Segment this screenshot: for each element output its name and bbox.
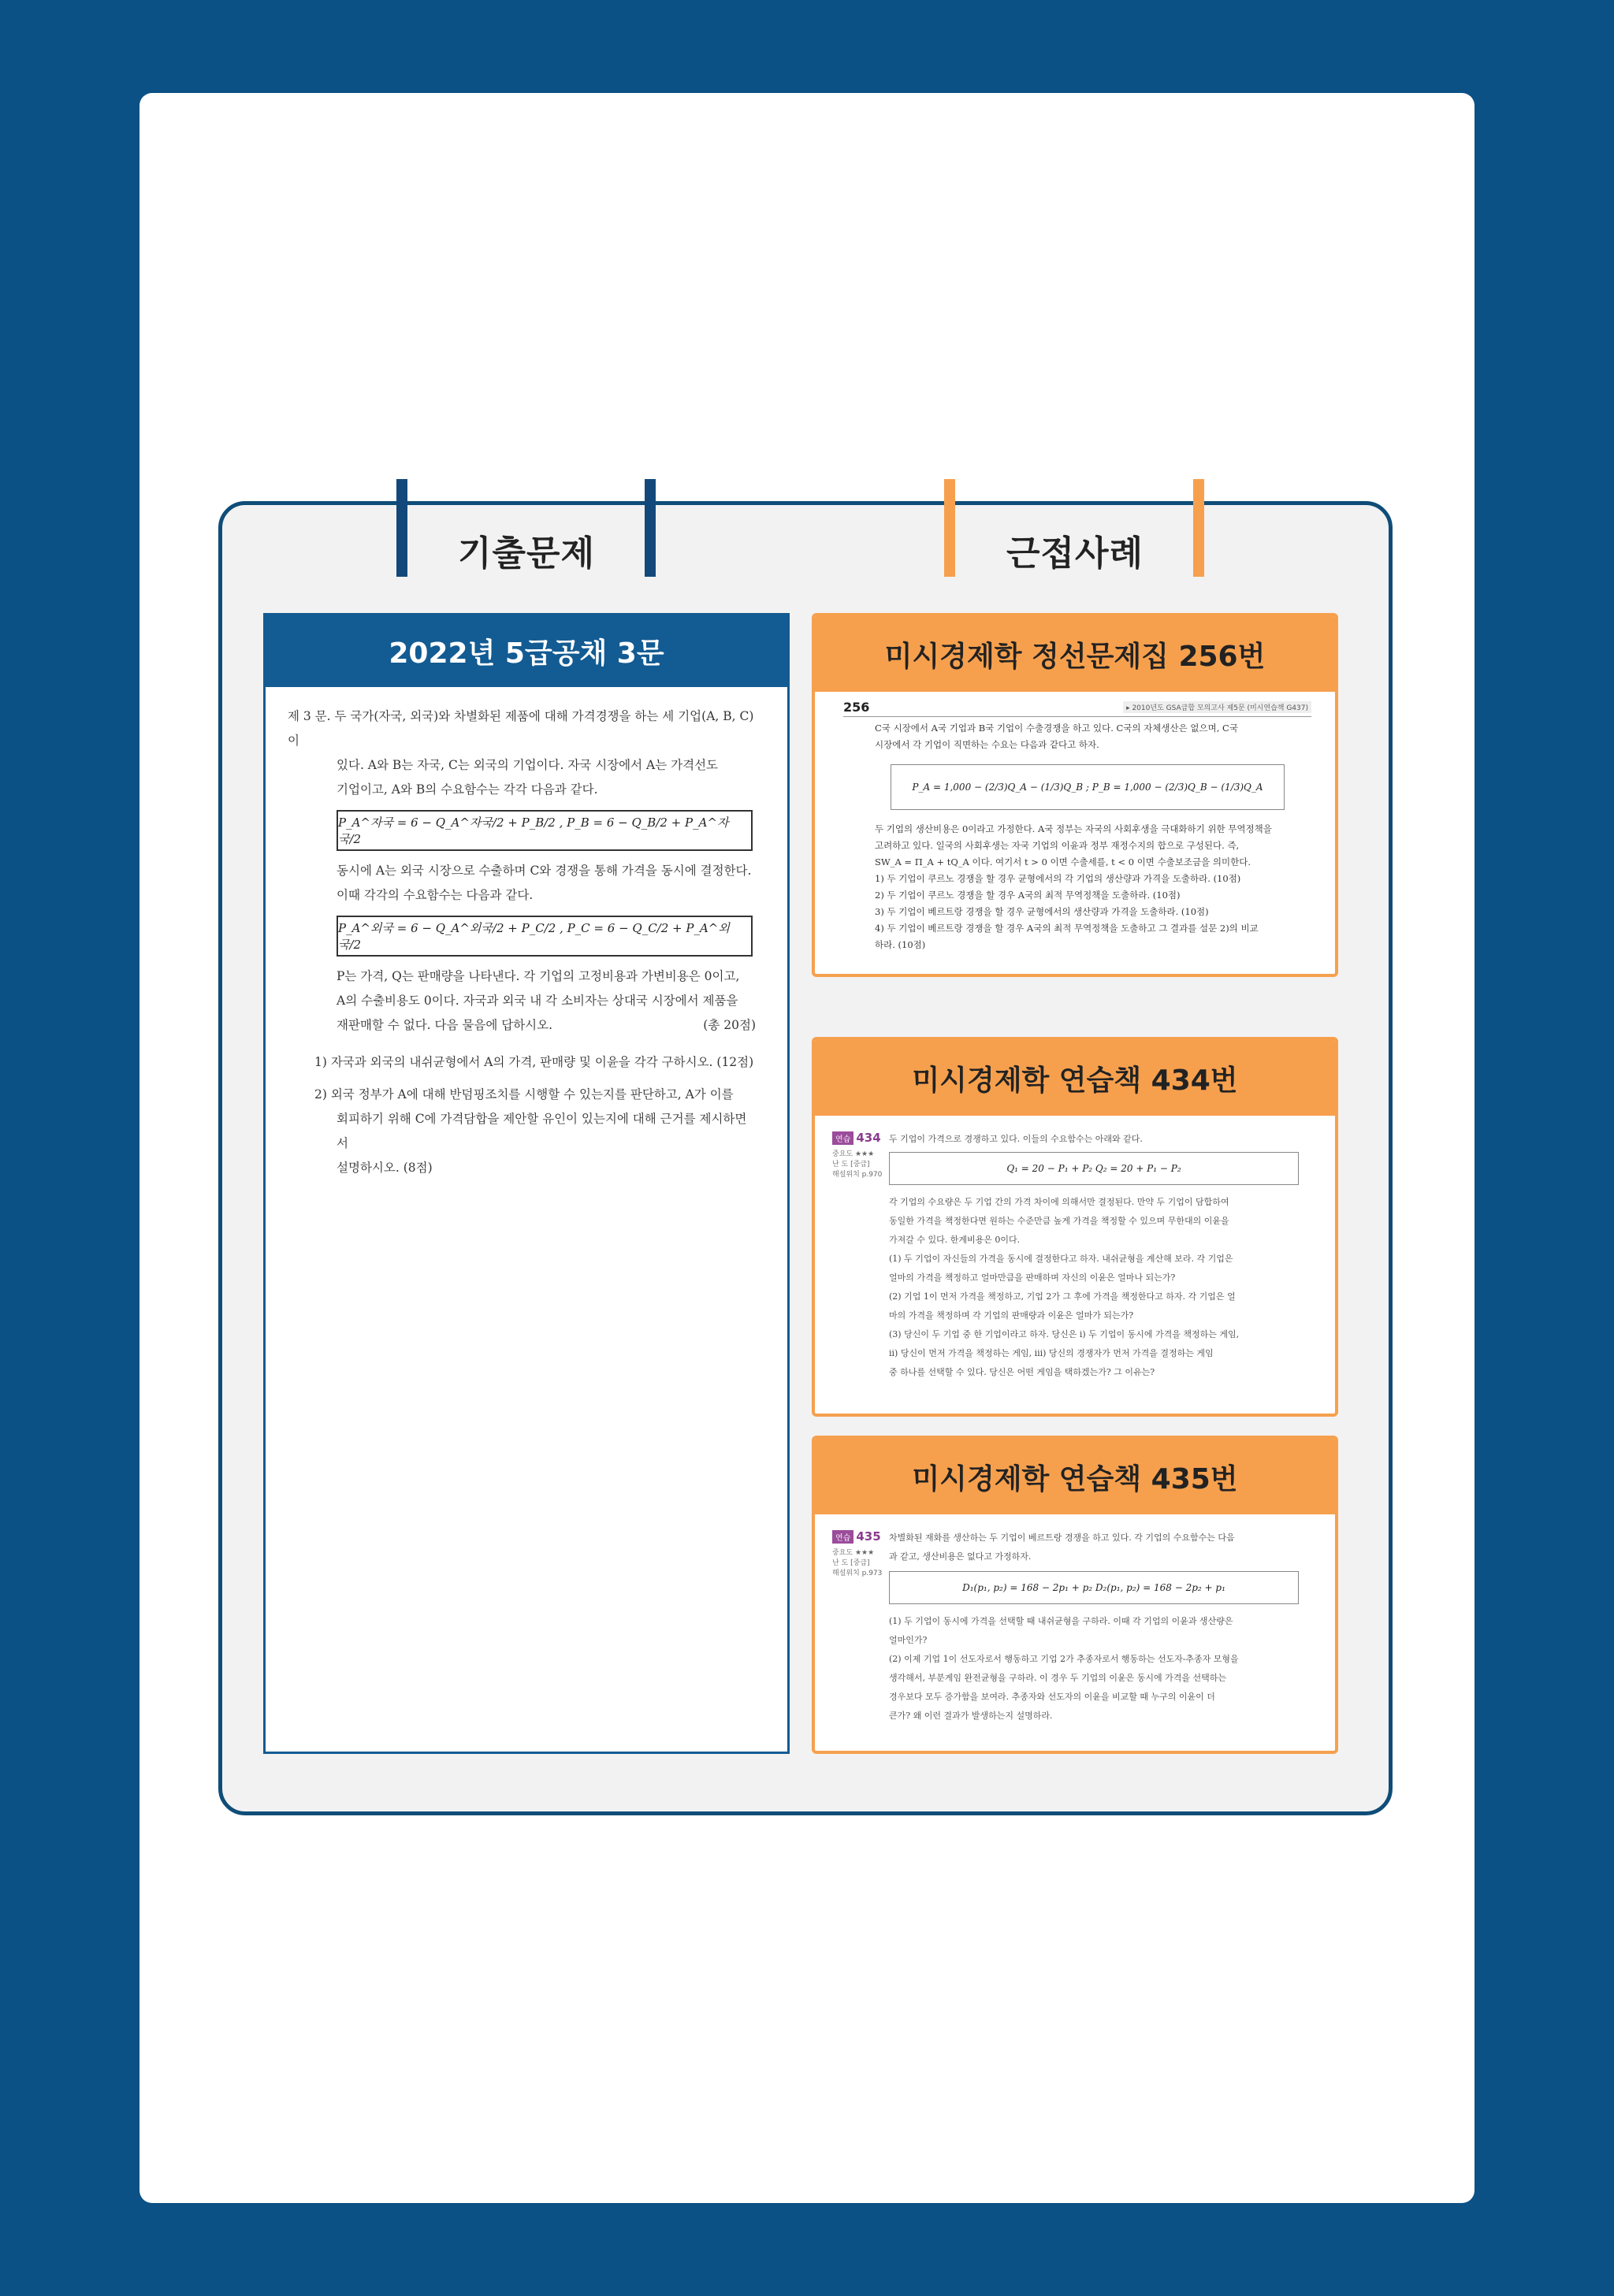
total-points: (총 20점)	[703, 1018, 756, 1032]
exercise-434-line: 가져갈 수 있다. 한계비용은 0이다.	[889, 1235, 1021, 1245]
intro-line: 제 3 문. 두 국가(자국, 외국)와 차별화된 제품에 대해 가격경쟁을 하는 세 기업(A, B, C)이	[288, 709, 754, 748]
exercise-434-meta: 중요도 ★★★	[832, 1150, 875, 1158]
problem-256-card	[812, 613, 1338, 977]
exercise-435-card	[812, 1436, 1338, 1754]
exam-question-card-title: 2022년 5급공채 3문	[266, 615, 787, 687]
exercise-434-meta: 해설위치 p.970	[832, 1171, 883, 1179]
exercise-434-line: (1) 두 기업이 자신들의 가격을 동시에 결정한다고 하자. 내쉬균형을 계산해 보라. 각 기업은	[889, 1254, 1233, 1264]
exercise-435-line: (1) 두 기업이 동시에 가격을 선택할 때 내쉬균형을 구하라. 이때 각 기업의 이윤과 생산량은	[889, 1616, 1233, 1626]
problem-256-source: ▸ 2010년도 GSA급합 모의고사 제5문 (미시연습책 G437)	[1123, 701, 1311, 713]
problem-256-line: 고려하고 있다. 일국의 사회후생는 자국 기업의 이윤과 정부 재정수지의 합으로 구성된다. 즉,	[875, 840, 1240, 851]
exercise-434-body	[815, 1116, 1335, 1414]
mid-line: 동시에 A는 외국 시장으로 수출하며 C와 경쟁을 통해 가격을 동시에 결정한다.	[337, 864, 752, 878]
exercise-435-meta: 중요도 ★★★	[832, 1549, 875, 1557]
problem-256-line: 3) 두 기업이 베르트랑 경쟁을 할 경우 균형에서의 생산량과 가격을 도출하라. (10점)	[875, 906, 1209, 917]
exercise-434-line: 중 하나를 선택할 수 있다. 당신은 어떤 게임을 택하겠는가? 그 이유는?	[889, 1367, 1155, 1377]
exercise-434-title: 미시경제학 연습책 434번	[815, 1040, 1335, 1116]
exercise-434-tag: 연습	[832, 1131, 853, 1145]
desc-line: 재판매할 수 없다. 다음 물음에 답하시오.	[337, 1018, 553, 1032]
exercise-435-line: 과 같고, 생산비용은 없다고 가정하자.	[889, 1551, 1032, 1562]
exercise-434-line: 얼마의 가격을 책정하고 얼마만큼을 판매하며 자신의 이윤은 얼마나 되는가?	[889, 1272, 1176, 1283]
exercise-434-card	[812, 1037, 1338, 1417]
exercise-434-line: 각 기업의 수요량은 두 기업 간의 가격 차이에 의해서만 결정된다. 만약 두 기업이 담합하여	[889, 1197, 1229, 1207]
question-2: 2) 외국 정부가 A에 대해 반덤핑조치를 시행할 수 있는지를 판단하고, A가 이를	[314, 1087, 734, 1102]
question-2: 회피하기 위해 C에 가격담합을 제안할 유인이 있는지에 대해 근거를 제시하면서	[337, 1112, 747, 1150]
exercise-435-meta: 난 도 [중급]	[832, 1559, 870, 1567]
problem-256-line: 두 기업의 생산비용은 0이라고 가정한다. A국 정부는 자국의 사회후생을 극대화하기 위한 무역정책을	[875, 823, 1272, 834]
problem-256-title: 미시경제학 정선문제집 256번	[815, 616, 1335, 692]
exercise-435-title: 미시경제학 연습책 435번	[815, 1439, 1335, 1514]
problem-256-number: 256	[843, 700, 870, 715]
exercise-434-line: (2) 기업 1이 먼저 가격을 책정하고, 기업 2가 그 후에 가격을 책정한다고 하자. 각 기업은 얼	[889, 1291, 1236, 1302]
exercise-435-equation: D₁(p₁, p₂) = 168 − 2p₁ + p₂ D₂(p₁, p₂) = 168 − 2p₂ + p₁	[889, 1571, 1299, 1604]
exercise-435-line: 생각해서, 부분게임 완전균형을 구하라. 이 경우 두 기업의 이윤은 동시에 가격을 선택하는	[889, 1673, 1226, 1683]
exercise-434-line: 두 기업이 가격으로 경쟁하고 있다. 이들의 수요함수는 아래와 같다.	[889, 1134, 1143, 1144]
exercise-434-equation: Q₁ = 20 − P₁ + P₂ Q₂ = 20 + P₁ − P₂	[889, 1152, 1299, 1185]
exercise-435-line: 경우보다 모두 증가함을 보여라. 추종자와 선도자의 이윤을 비교할 때 누구의 이윤이 더	[889, 1692, 1215, 1702]
problem-256-line: 하라. (10점)	[875, 939, 926, 950]
exercise-435-line: 얼마인가?	[889, 1635, 928, 1645]
question-1: 1) 자국과 외국의 내쉬균형에서 A의 가격, 판매량 및 이윤을 각각 구하시오. (12점)	[314, 1055, 754, 1069]
exercise-435-line: (2) 이제 기업 1이 선도자로서 행동하고 기업 2가 추종자로서 행동하는 선도자-추종자 모형을	[889, 1654, 1239, 1664]
problem-256-body	[815, 692, 1335, 974]
problem-256-equation: P_A = 1,000 − (2/3)Q_A − (1/3)Q_B ; P_B = 1,000 − (2/3)Q_B − (1/3)Q_A	[891, 764, 1285, 810]
desc-line: A의 수출비용도 0이다. 자국과 외국 내 각 소비자는 상대국 시장에서 제품을	[337, 994, 738, 1008]
right-tab-bar-2	[1193, 479, 1204, 577]
exam-question-card	[263, 613, 790, 1754]
exercise-434-meta: 난 도 [중급]	[832, 1161, 870, 1168]
problem-256-line: C국 시장에서 A국 기업과 B국 기업이 수출경쟁을 하고 있다. C국의 자체생산은 없으며, C국	[875, 723, 1238, 734]
problem-256-line: 시장에서 각 기업이 직면하는 수요는 다음과 같다고 하자.	[875, 739, 1099, 750]
exercise-434-number: 434	[856, 1131, 881, 1145]
left-tab-bar-1	[396, 479, 407, 577]
exercise-435-tag: 연습	[832, 1530, 853, 1544]
demand-equation-home: P_A^자국 = 6 − Q_A^자국/2 + P_B/2 , P_B = 6 − Q_B/2 + P_A^자국/2	[337, 810, 753, 851]
problem-256-line: 1) 두 기업이 쿠르노 경쟁을 할 경우 균형에서의 각 기업의 생산량과 가격을 도출하라. (10점)	[875, 873, 1241, 884]
exercise-435-body	[815, 1514, 1335, 1751]
exercise-434-line: ii) 당신이 먼저 가격을 책정하는 게임, iii) 당신의 경쟁자가 먼저 가격을 결정하는 게임	[889, 1348, 1214, 1358]
exercise-434-line: 마의 가격을 책정하며 각 기업의 판매량과 이윤은 얼마가 되는가?	[889, 1310, 1134, 1321]
left-section-title: 기출문제	[457, 533, 595, 574]
desc-line: P는 가격, Q는 판매량을 나타낸다. 각 기업의 고정비용과 가변비용은 0이고,	[337, 969, 740, 983]
exercise-435-meta: 해설위치 p.973	[832, 1570, 883, 1577]
left-tab-bar-2	[645, 479, 656, 577]
exercise-435-line: 차별화된 재화를 생산하는 두 기업이 베르트랑 경쟁을 하고 있다. 각 기업의 수요함수는 다음	[889, 1533, 1235, 1543]
right-section-title: 근접사례	[1006, 533, 1144, 574]
mid-line: 이때 각각의 수요함수는 다음과 같다.	[337, 888, 534, 902]
exercise-434-line: (3) 당신이 두 기업 중 한 기업이라고 하자. 당신은 i) 두 기업이 동시에 가격을 책정하는 게임,	[889, 1329, 1240, 1339]
problem-256-line: 4) 두 기업이 베르트랑 경쟁을 할 경우 A국의 최적 무역정책을 도출하고 그 결과를 설문 2)의 비교	[875, 923, 1259, 934]
demand-equation-foreign: P_A^외국 = 6 − Q_A^외국/2 + P_C/2 , P_C = 6 − Q_C/2 + P_A^외국/2	[337, 916, 753, 957]
intro-line: 기업이고, A와 B의 수요함수는 각각 다음과 같다.	[337, 782, 598, 797]
exercise-435-number: 435	[856, 1529, 881, 1544]
right-tab-bar-1	[944, 479, 955, 577]
question-2: 설명하시오. (8점)	[337, 1161, 433, 1175]
problem-256-line: 2) 두 기업이 쿠르노 경쟁을 할 경우 A국의 최적 무역정책을 도출하라. (10점)	[875, 890, 1181, 901]
intro-line: 있다. A와 B는 자국, C는 외국의 기업이다. 자국 시장에서 A는 가격선도	[337, 758, 719, 772]
exercise-434-line: 동일한 가격을 책정한다면 원하는 수준만큼 높게 가격을 책정할 수 있으며 무한대의 이윤을	[889, 1216, 1229, 1226]
problem-256-line: SW_A = Π_A + tQ_A 이다. 여기서 t > 0 이면 수출세를, t < 0 이면 수출보조금을 의미한다.	[875, 856, 1251, 868]
exercise-435-line: 큰가? 왜 이런 결과가 발생하는지 설명하라.	[889, 1711, 1053, 1721]
exam-question-body	[266, 687, 787, 1752]
